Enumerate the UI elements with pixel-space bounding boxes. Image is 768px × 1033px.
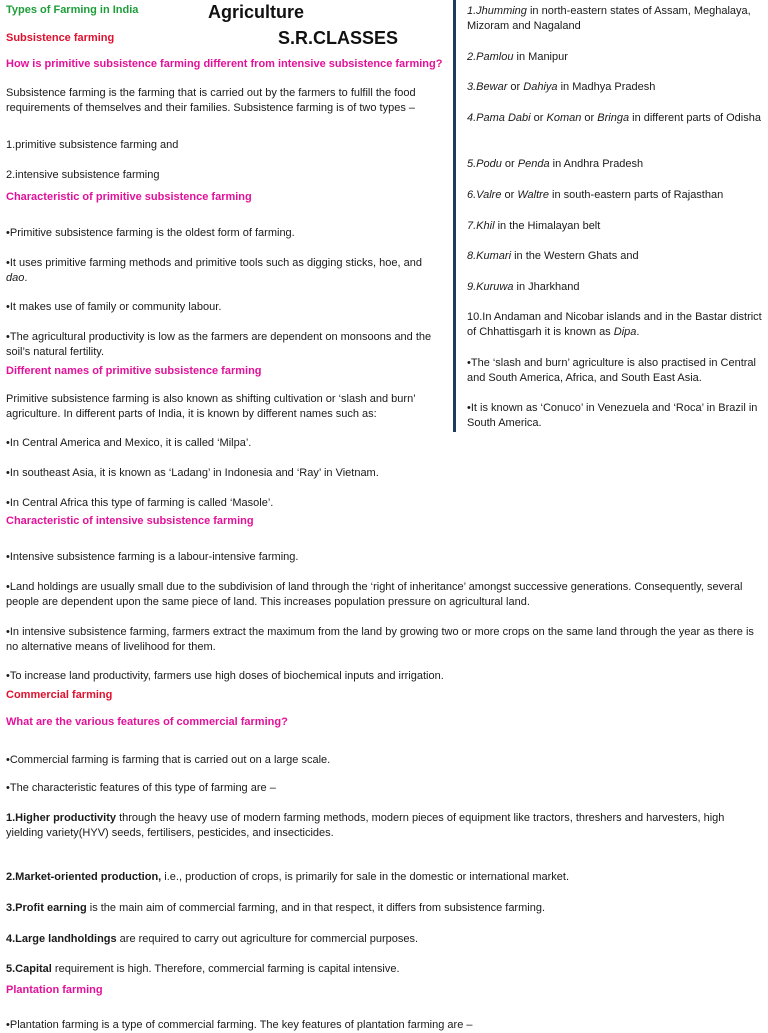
- topic-label: Types of Farming in India: [6, 4, 139, 16]
- bullet-plantation-intro: •Plantation farming is a type of commercial farming. The key features of plantation farming are –: [6, 1019, 473, 1031]
- paragraph-subsistence: Subsistence farming is the farming that is carried out by the farmers to fulfill the food requirements of themselves and their families. Subsistence farming is of two types –: [6, 87, 416, 114]
- bullet-family-labour: •It makes use of family or community labour.: [6, 301, 222, 313]
- brand-name: S.R.CLASSES: [278, 28, 399, 48]
- name-dipa: 10.In Andaman and Nicobar islands and in the Bastar district of Chhattisgarh it is known as Dipa.: [467, 311, 762, 338]
- heading-char-intensive: Characteristic of intensive subsistence farming: [6, 515, 254, 527]
- bullet-low-productivity: •The agricultural productivity is low as the farmers are dependent on monsoons and the soil’s natural fertility.: [6, 331, 432, 358]
- type-intensive: 2.intensive subsistence farming: [6, 169, 160, 181]
- name-pamlou: 2.Pamlou in Manipur: [467, 51, 568, 63]
- bullet-characteristic-features: •The characteristic features of this type of farming are –: [6, 782, 276, 794]
- heading-different-names: Different names of primitive subsistence farming: [6, 365, 262, 377]
- feature-market-oriented: 2.Market-oriented production, i.e., production of crops, is primarily for sale in the domestic or international market.: [6, 871, 570, 883]
- heading-subsistence: Subsistence farming: [6, 32, 115, 44]
- paragraph-shifting-cultivation: Primitive subsistence farming is also known as shifting cultivation or ‘slash and burn’ agriculture. In different parts of India, it is known by different names such as:: [6, 393, 416, 420]
- name-podu-penda: 5.Podu or Penda in Andhra Pradesh: [467, 158, 644, 170]
- bullet-extract-maximum: •In intensive subsistence farming, farmers extract the maximum from the land by growing two or more crops on the same land through the year as there is no alternative means of livelihood for them.: [6, 626, 754, 653]
- type-primitive: 1.primitive subsistence farming and: [6, 139, 179, 151]
- feature-higher-productivity: 1.Higher productivity through the heavy use of modern farming methods, modern pieces of equipment like tractors, threshers and harvesters, high yielding variety(HYV) seeds, fertilisers, pesticides, and insecticides.: [6, 812, 725, 839]
- question-commercial-features: What are the various features of commercial farming?: [6, 716, 288, 728]
- heading-plantation: Plantation farming: [6, 984, 103, 996]
- bullet-slash-burn-regions: •The ‘slash and burn’ agriculture is also practised in Central and South America, Africa, and South East Asia.: [467, 357, 756, 384]
- bullet-conuco-roca: •It is known as ‘Conuco’ in Venezuela and ‘Roca’ in Brazil in South America.: [467, 402, 758, 429]
- page-title: Agriculture: [208, 2, 305, 22]
- bullet-milpa: •In Central America and Mexico, it is called ‘Milpa’.: [6, 437, 252, 449]
- bullet-ladang-ray: •In southeast Asia, it is known as ‘Ladang’ in Indonesia and ‘Ray’ in Vietnam.: [6, 467, 379, 479]
- name-jhumming: 1.Jhumming in north-eastern states of Assam, Meghalaya, Mizoram and Nagaland: [467, 5, 751, 32]
- name-kumari: 8.Kumari in the Western Ghats and: [467, 250, 639, 262]
- heading-char-primitive: Characteristic of primitive subsistence farming: [6, 191, 252, 203]
- name-pama-dabi: 4.Pama Dabi or Koman or Bringa in different parts of Odisha: [467, 112, 761, 124]
- name-khil: 7.Khil in the Himalayan belt: [467, 220, 601, 232]
- bullet-masole: •In Central Africa this type of farming is called ‘Masole’.: [6, 497, 274, 509]
- bullet-large-scale: •Commercial farming is farming that is carried out on a large scale.: [6, 754, 331, 766]
- feature-large-landholdings: 4.Large landholdings are required to carry out agriculture for commercial purposes.: [6, 933, 419, 945]
- bullet-biochemical-inputs: •To increase land productivity, farmers use high doses of biochemical inputs and irrigation.: [6, 670, 444, 682]
- name-valre-waltre: 6.Valre or Waltre in south-eastern parts of Rajasthan: [467, 189, 724, 201]
- feature-profit-earning: 3.Profit earning is the main aim of commercial farming, and in that respect, it differs from subsistence farming.: [6, 902, 545, 914]
- column-divider: [453, 0, 456, 432]
- feature-capital: 5.Capital requirement is high. Therefore, commercial farming is capital intensive.: [6, 963, 400, 975]
- bullet-labour-intensive: •Intensive subsistence farming is a labour-intensive farming.: [6, 551, 299, 563]
- name-kuruwa: 9.Kuruwa in Jharkhand: [467, 281, 580, 293]
- bullet-oldest-form: •Primitive subsistence farming is the oldest form of farming.: [6, 227, 295, 239]
- bullet-land-holdings: •Land holdings are usually small due to the subdivision of land through the ‘right of inheritance’ amongst successive generations. Consequently, several people are dependent upon the same piece of land. This increases population pressure on agricultural land.: [6, 581, 743, 608]
- name-bewar-dahiya: 3.Bewar or Dahiya in Madhya Pradesh: [467, 81, 656, 93]
- heading-commercial: Commercial farming: [6, 689, 113, 701]
- question-primitive-vs-intensive: How is primitive subsistence farming different from intensive subsistence farming?: [6, 58, 443, 70]
- bullet-primitive-tools: •It uses primitive farming methods and primitive tools such as digging sticks, hoe, and dao.: [6, 257, 422, 284]
